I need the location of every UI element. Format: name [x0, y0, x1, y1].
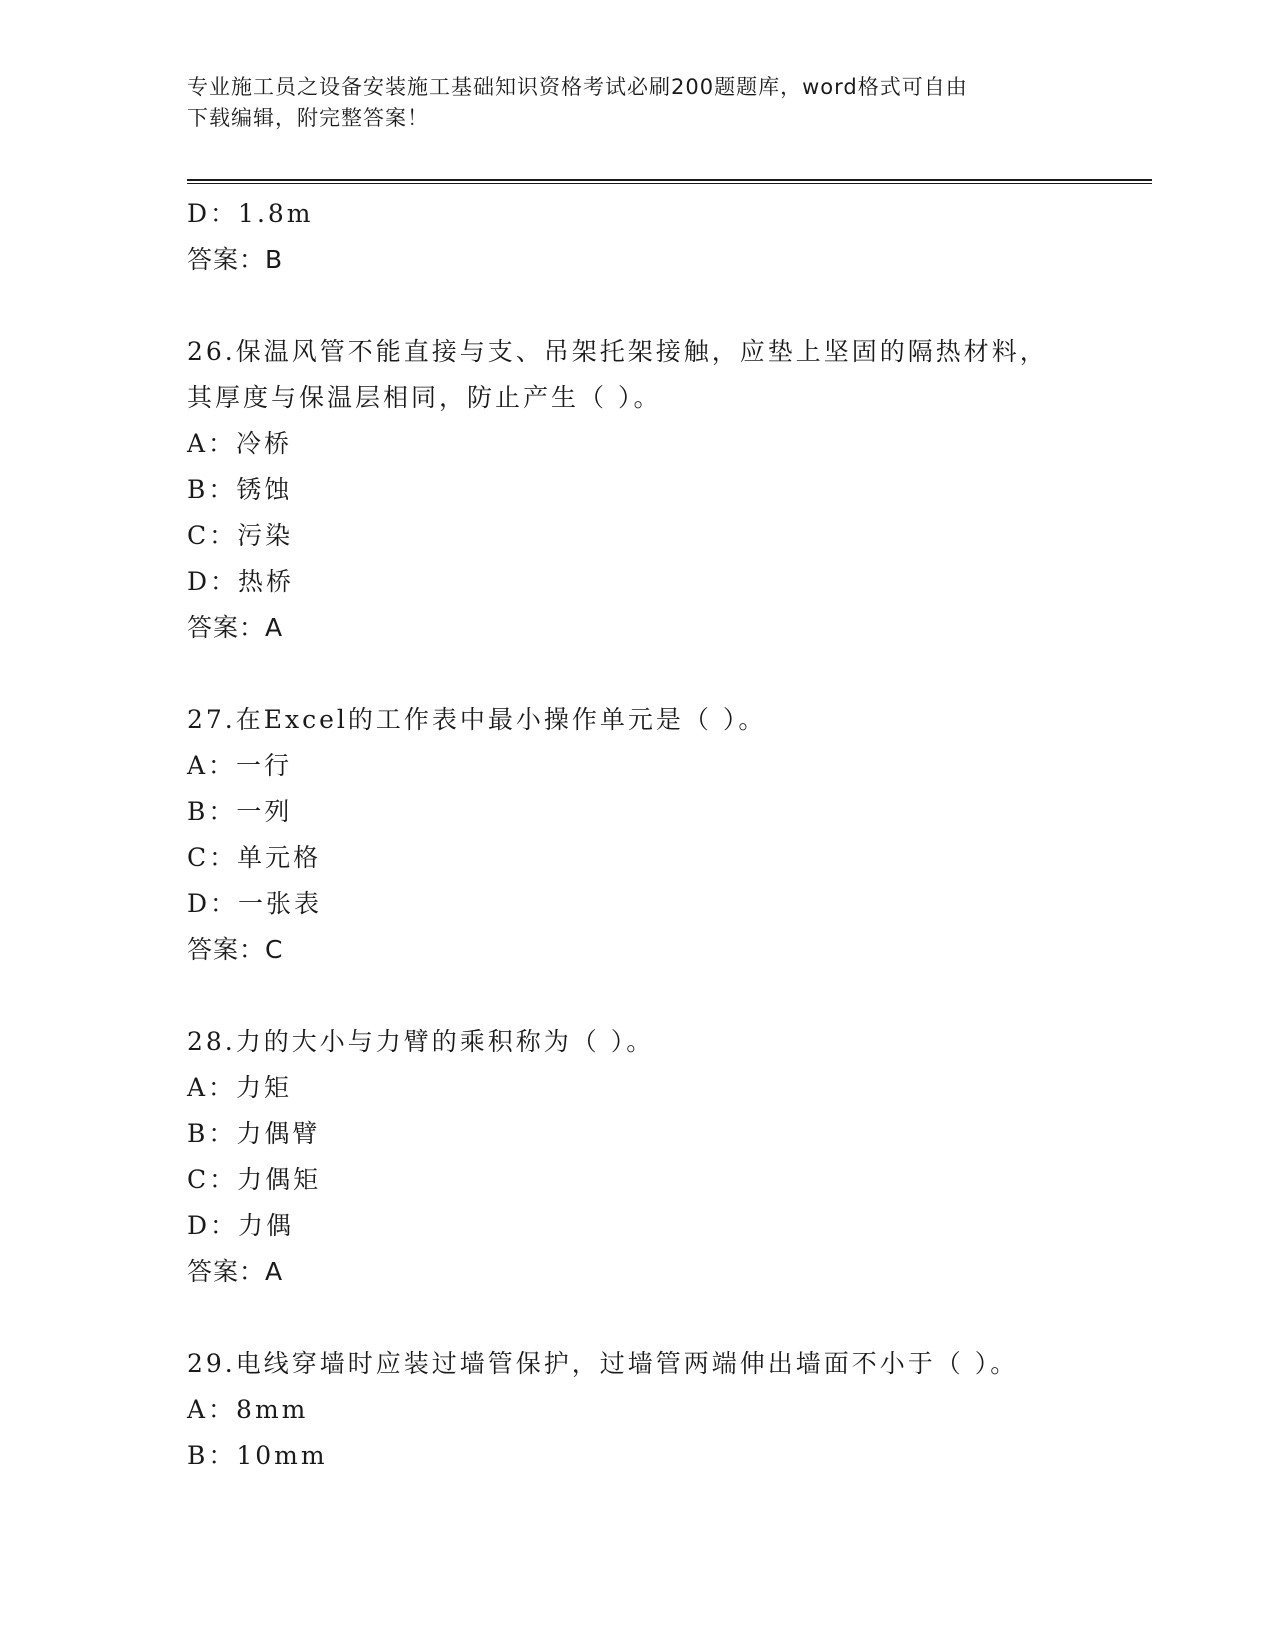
option-c: C：单元格	[187, 843, 322, 872]
answer: 答案：C	[187, 935, 284, 964]
question-29	[187, 1341, 1087, 1479]
question-26	[187, 329, 1087, 651]
answer: 答案：A	[187, 1257, 284, 1286]
answer: 答案：B	[187, 245, 284, 274]
question-stem: 29.电线穿墙时应装过墙管保护，过墙管两端伸出墙面不小于（ ）。	[187, 1349, 1019, 1378]
header-title-line-1: 专业施工员之设备安装施工基础知识资格考试必刷200题题库，word格式可自由	[187, 75, 968, 99]
option-d: D：力偶	[187, 1211, 295, 1240]
question-stem-line-2: 其厚度与保温层相同，防止产生（ ）。	[187, 383, 662, 412]
option-c: C：污染	[187, 521, 294, 550]
option-b: B：一列	[187, 797, 293, 826]
option-c: C：力偶矩	[187, 1165, 322, 1194]
question-25-tail	[187, 191, 1087, 283]
answer: 答案：A	[187, 613, 284, 642]
option-a: A：一行	[187, 751, 293, 780]
option-a: A：冷桥	[187, 429, 293, 458]
option-b: B：锈蚀	[187, 475, 293, 504]
question-stem: 27.在Excel的工作表中最小操作单元是（ ）。	[187, 705, 767, 734]
question-28	[187, 1019, 1087, 1295]
spacer	[187, 283, 1087, 329]
option-d: D：一张表	[187, 889, 323, 918]
option-d: D：热桥	[187, 567, 295, 596]
option-b: B：力偶臂	[187, 1119, 321, 1148]
spacer	[187, 1295, 1087, 1341]
option-a: A：力矩	[187, 1073, 293, 1102]
spacer	[187, 973, 1087, 1019]
question-stem: 28.力的大小与力臂的乘积称为（ ）。	[187, 1027, 655, 1056]
option-d: D：1.8m	[187, 199, 314, 228]
header-title-line-2: 下载编辑，附完整答案！	[187, 106, 429, 130]
option-b: B：10mm	[187, 1441, 328, 1470]
header-divider	[187, 179, 1152, 184]
question-27	[187, 697, 1087, 973]
option-a: A：8mm	[187, 1395, 309, 1424]
question-list	[187, 191, 1087, 1479]
page-header	[187, 72, 1067, 134]
question-stem-line-1: 26.保温风管不能直接与支、吊架托架接触，应垫上坚固的隔热材料，	[187, 337, 1048, 366]
spacer	[187, 651, 1087, 697]
